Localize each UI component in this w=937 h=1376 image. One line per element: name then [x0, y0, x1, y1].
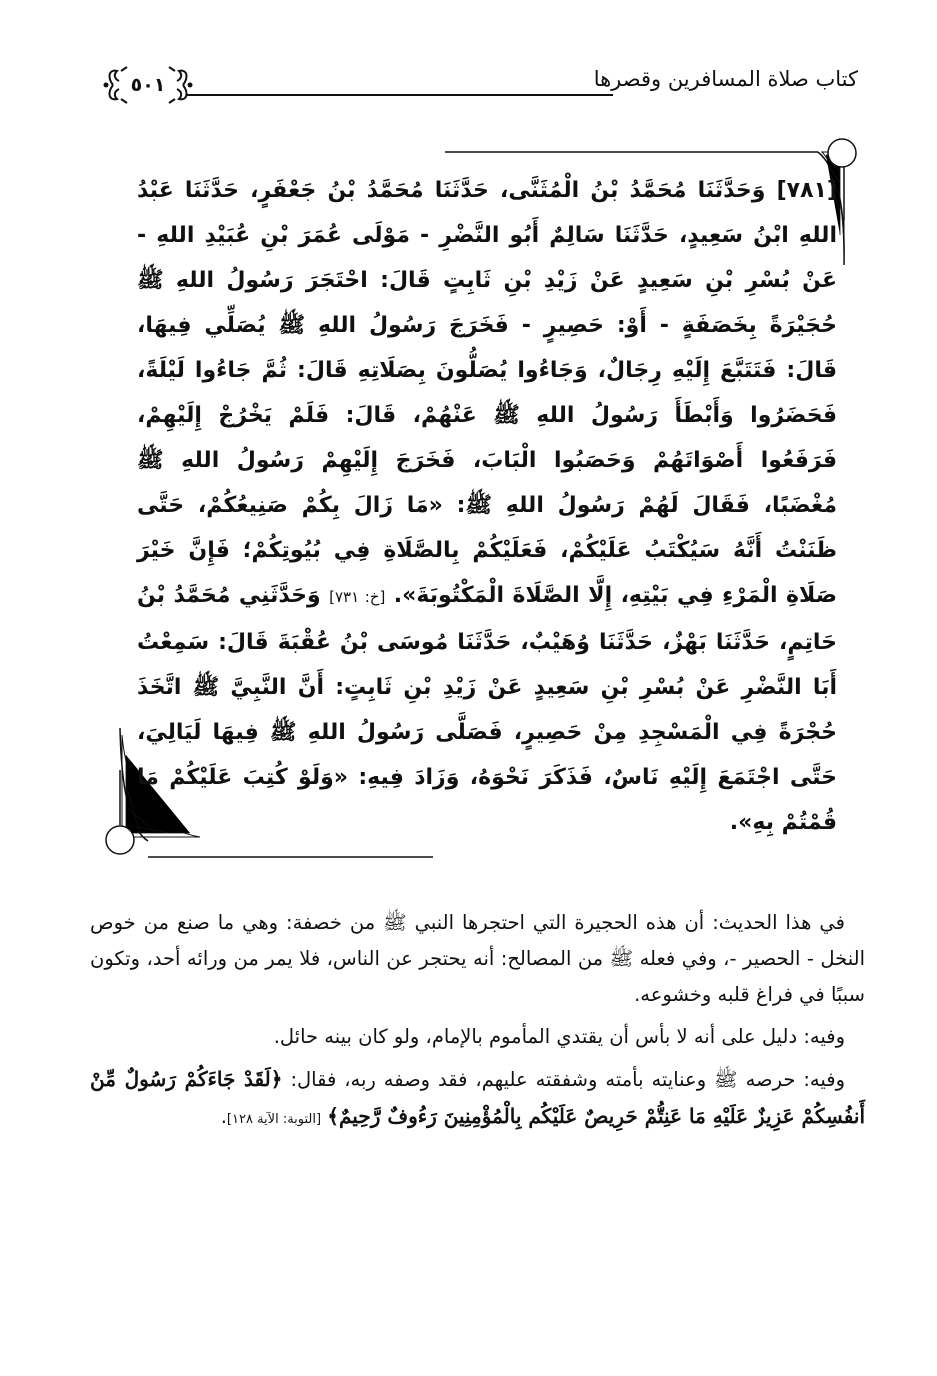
page-number: ٥٠١: [130, 74, 166, 96]
quran-verse: ﴿لَقَدْ جَاءَكُمْ رَسُولٌ مِّنْ أَنفُسِكُمْ عَزِيزٌ عَلَيْهِ مَا عَنِتُّمْ حَرِيصٌ عَلَيْكُم بِالْمُؤْمِنِينَ رَءُوفٌ رَّحِيمٌ﴾: [90, 1067, 865, 1128]
commentary-paragraph-2: وفيه: دليل على أنه لا بأس أن يقتدي المأموم بالإمام، ولو كان بينه حائل.: [273, 1025, 845, 1048]
hadith-text-part2: وَحَدَّثَنِي مُحَمَّدُ بْنُ حَاتِمٍ، حَدَّثَنَا بَهْزٌ، حَدَّثَنَا وُهَيْبٌ، حَدَّثَنَا مُوسَى بْنُ عُقْبَةَ قَالَ: سَمِعْتُ أَبَا النَّضْرِ عَنْ بُسْرِ بْنِ سَعِيدٍ عَنْ زَيْدِ بْنِ ثَابِتٍ: أَنَّ النَّبِيَّ ﷺ اتَّخَذَ حُجْرَةً فِي الْمَسْجِدِ مِنْ حَصِيرٍ، فَصَلَّى رَسُولُ اللهِ ﷺ فِيهَا لَيَالِيَ، حَتَّى اجْتَمَعَ إِلَيْهِ نَاسٌ، فَذَكَرَ نَحْوَهُ، وَزَادَ فِيهِ: «وَلَوْ كُتِبَ عَلَيْكُمْ مَا قُمْتُمْ بِهِ».: [137, 583, 837, 835]
quran-reference: [التوبة: الآية ١٢٨]: [226, 1112, 322, 1127]
commentary: [90, 905, 865, 1144]
end-period: .: [220, 1105, 227, 1128]
book-title: كتاب صلاة المسافرين وقصرها: [593, 67, 858, 91]
hadith-text: [137, 168, 837, 848]
hadith-reference: [خ: ٧٣١]: [329, 588, 386, 606]
commentary-paragraph-3: [90, 1061, 865, 1138]
page-number-badge: [103, 63, 193, 107]
commentary-paragraph-1: في هذا الحديث: أن هذه الحجيرة التي احتجرها النبي ﷺ من خصفة: وهي ما صنع من خوص النخل - الحصير -، وفي فعله ﷺ من المصالح: أنه يحتجر عن الناس، فلا يمر من ورائه أحد، وتكون سببًا في فراغ قلبه وخشوعه.: [90, 911, 865, 1006]
hadith-text-part1: [٧٨١] وَحَدَّثَنَا مُحَمَّدُ بْنُ الْمُثَنَّى، حَدَّثَنَا مُحَمَّدُ بْنُ جَعْفَرٍ، حَدَّثَنَا عَبْدُ اللهِ ابْنُ سَعِيدٍ، حَدَّثَنَا سَالِمٌ أَبُو النَّضْرِ - مَوْلَى عُمَرَ بْنِ عُبَيْدِ اللهِ - عَنْ بُسْرِ بْنِ سَعِيدٍ عَنْ زَيْدِ بْنِ ثَابِتٍ قَالَ: احْتَجَرَ رَسُولُ اللهِ ﷺ حُجَيْرَةً بِخَصَفَةٍ - أَوْ: حَصِيرٍ - فَخَرَجَ رَسُولُ اللهِ ﷺ يُصَلِّي فِيهَا، قَالَ: فَتَتَبَّعَ إِلَيْهِ رِجَالٌ، وَجَاءُوا يُصَلُّونَ بِصَلَاتِهِ قَالَ: ثُمَّ جَاءُوا لَيْلَةً، فَحَضَرُوا وَأَبْطَأَ رَسُولُ اللهِ ﷺ عَنْهُمْ، قَالَ: فَلَمْ يَخْرُجْ إِلَيْهِمْ، فَرَفَعُوا أَصْوَاتَهُمْ وَحَصَبُوا الْبَابَ، فَخَرَجَ إِلَيْهِمْ رَسُولُ اللهِ ﷺ مُغْضَبًا، فَقَالَ لَهُمْ رَسُولُ اللهِ ﷺ: «مَا زَالَ بِكُمْ صَنِيعُكُمْ، حَتَّى ظَنَنْتُ أَنَّهُ سَيُكْتَبُ عَلَيْكُمْ، فَعَلَيْكُمْ بِالصَّلَاةِ فِي بُيُوتِكُمْ؛ فَإِنَّ خَيْرَ صَلَاةِ الْمَرْءِ فِي بَيْتِهِ، إِلَّا الصَّلَاةَ الْمَكْتُوبَةَ».: [137, 178, 837, 608]
page-header: [88, 55, 858, 105]
commentary-paragraph-3-text: وفيه: حرصه ﷺ وعنايته بأمته وشفقته عليهم، فقد وصفه ربه، فقال:: [290, 1068, 845, 1091]
header-rule: [186, 94, 613, 96]
